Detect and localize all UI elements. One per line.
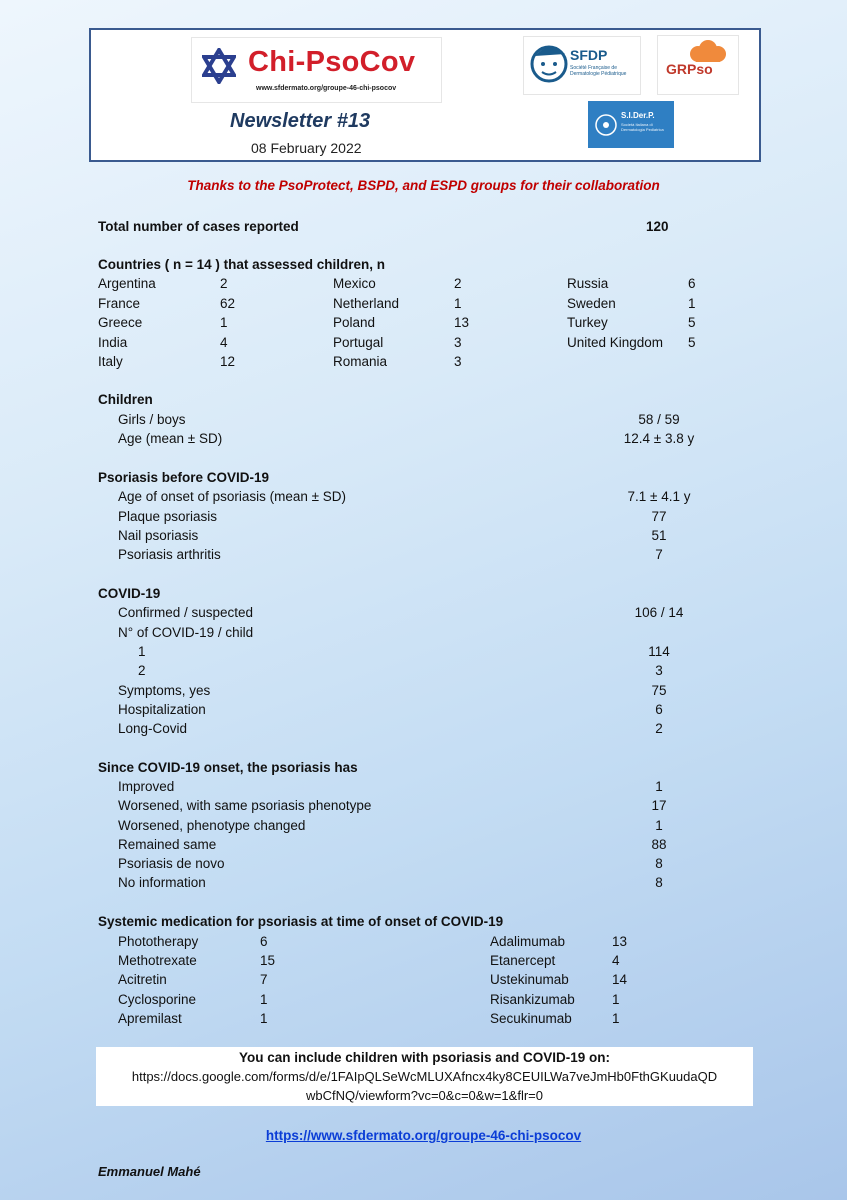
psoriasis-before-row-value: 7 [655,547,663,562]
country-count: 3 [454,335,462,350]
since-onset-row-value: 17 [651,798,667,813]
psoriasis-before-row-label: Psoriasis arthritis [118,547,221,562]
covid-row-value: 6 [655,702,663,717]
medication-count: 6 [260,934,268,949]
country-name: Romania [333,354,388,369]
country-count: 2 [220,276,228,291]
since-onset-row-label: Worsened, with same psoriasis phenotype [118,798,372,813]
sider-logo [588,101,674,148]
since-onset-row-label: No information [118,875,206,890]
covid-row-label: 1 [138,644,146,659]
country-count: 62 [220,296,236,311]
covid-row-label: Long-Covid [118,721,188,736]
medication-name: Acitretin [118,972,167,987]
sfdp-logo [524,37,640,94]
since-onset-row-label: Psoriasis de novo [118,856,225,871]
since-onset-row-value: 88 [651,837,667,852]
medication-count: 1 [612,992,620,1007]
covid-row-label: Symptoms, yes [118,683,211,698]
country-name: Italy [98,354,123,369]
country-name: Greece [98,315,143,330]
country-count: 1 [454,296,462,311]
medication-name: Adalimumab [490,934,566,949]
child-face-icon [527,40,571,92]
sfdp-name: SFDP [570,47,608,63]
country-name: Mexico [333,276,376,291]
psoriasis-before-row-label: Age of onset of psoriasis (mean ± SD) [118,489,347,504]
include-text: You can include children with psoriasis and COVID-19 on: [238,1050,611,1065]
children-row-label: Age (mean ± SD) [118,431,223,446]
country-name: Netherland [333,296,400,311]
medication-name: Risankizumab [490,992,575,1007]
country-count: 5 [688,335,696,350]
covid-row-value: 114 [648,644,670,659]
country-name: Russia [567,276,609,291]
since-onset-row-value: 8 [655,875,663,890]
covid-row-label: N° of COVID-19 / child [118,625,254,640]
since-onset-row-value: 1 [655,779,663,794]
medication-name: Phototherapy [118,934,199,949]
group-website-link[interactable]: https://www.sfdermato.org/groupe-46-chi-psocov [265,1128,582,1143]
psoriasis-before-row-label: Plaque psoriasis [118,509,218,524]
medication-count: 13 [612,934,628,949]
country-count: 4 [220,335,228,350]
covid-row-label: Hospitalization [118,702,206,717]
country-name: Portugal [333,335,384,350]
country-name: United Kingdom [567,335,664,350]
medication-count: 1 [612,1011,620,1026]
medication-count: 1 [260,1011,268,1026]
grpso-logo [658,36,738,94]
country-name: India [98,335,128,350]
covid-row-value: 106 / 14 [634,605,684,620]
country-name: Argentina [98,276,156,291]
medication-name: Ustekinumab [490,972,569,987]
newsletter-title: Newsletter #13 [230,110,371,132]
sider-subtitle: Società Italiana di Dermatologia Pediatrica [621,122,664,132]
children-row-value: 12.4 ± 3.8 y [623,431,695,446]
country-count: 2 [454,276,462,291]
country-count: 6 [688,276,696,291]
star-of-david-icon [202,48,236,84]
medication-name: Methotrexate [118,953,197,968]
medication-count: 1 [260,992,268,1007]
form-url-line[interactable]: wbCfNQ/viewform?vc=0&c=0&w=1&flr=0 [306,1088,543,1103]
medication-name: Etanercept [490,953,556,968]
sider-name: S.I.Der.P. [621,111,655,120]
country-count: 1 [688,296,696,311]
children-row-value: 58 / 59 [638,412,680,427]
covid-row-label: Confirmed / suspected [118,605,254,620]
since-onset-row-label: Improved [118,779,175,794]
author-name: Emmanuel Mahé [98,1164,201,1179]
medication-count: 7 [260,972,268,987]
since-onset-row-value: 8 [655,856,663,871]
medication-count: 14 [612,972,628,987]
since-onset-row-label: Worsened, phenotype changed [118,818,306,833]
psoriasis-before-title: Psoriasis before COVID-19 [98,470,270,485]
include-children-box [96,1047,753,1106]
newsletter-date: 08 February 2022 [251,140,362,156]
logo-url: www.sfdermato.org/groupe-46-chi-psocov [256,85,397,92]
medication-count: 15 [260,953,276,968]
medication-name: Cyclosporine [118,992,197,1007]
grpso-name: GRPso [666,61,713,77]
covid-row-value: 3 [655,663,663,678]
country-name: Sweden [567,296,616,311]
psoriasis-before-row-value: 7.1 ± 4.1 y [627,489,691,504]
thanks-line: Thanks to the PsoProtect, BSPD, and ESPD groups for their collaboration [187,178,660,193]
form-url-line[interactable]: https://docs.google.com/forms/d/e/1FAIpQLSeWcMLUXAfncx4ky8CEUILWa7veJmHb0FthGKuudaQD [131,1069,718,1084]
medication-name: Secukinumab [490,1011,572,1026]
countries-title: Countries ( n = 14 ) that assessed children, n [98,257,385,272]
covid-row-value: 2 [655,721,663,736]
covid-row-label: 2 [138,663,146,678]
emblem-icon [594,113,618,137]
medication-count: 4 [612,953,620,968]
medication-name: Apremilast [118,1011,182,1026]
children-row-label: Girls / boys [118,412,186,427]
sfdp-subtitle: Société Française de Dermatologie Pédiatrique [570,65,627,77]
since-onset-row-label: Remained same [118,837,217,852]
psoriasis-before-row-label: Nail psoriasis [118,528,199,543]
country-count: 5 [688,315,696,330]
country-name: France [98,296,141,311]
country-count: 1 [220,315,228,330]
country-name: Turkey [567,315,608,330]
logo-title: Chi-PsoCov [248,46,416,78]
psoriasis-before-row-value: 77 [651,509,667,524]
covid-title: COVID-19 [98,586,161,601]
psoriasis-before-row-value: 51 [651,528,667,543]
total-label: Total number of cases reported [98,219,299,234]
systemic-title: Systemic medication for psoriasis at time of onset of COVID-19 [98,914,504,929]
country-count: 13 [454,315,470,330]
total-value: 120 [646,219,669,234]
since-onset-row-value: 1 [655,818,663,833]
since-onset-title: Since COVID-19 onset, the psoriasis has [98,760,358,775]
chi-psocov-logo [192,38,441,102]
country-name: Poland [333,315,376,330]
children-title: Children [98,392,153,407]
country-count: 12 [220,354,236,369]
country-count: 3 [454,354,462,369]
covid-row-value: 75 [651,683,667,698]
